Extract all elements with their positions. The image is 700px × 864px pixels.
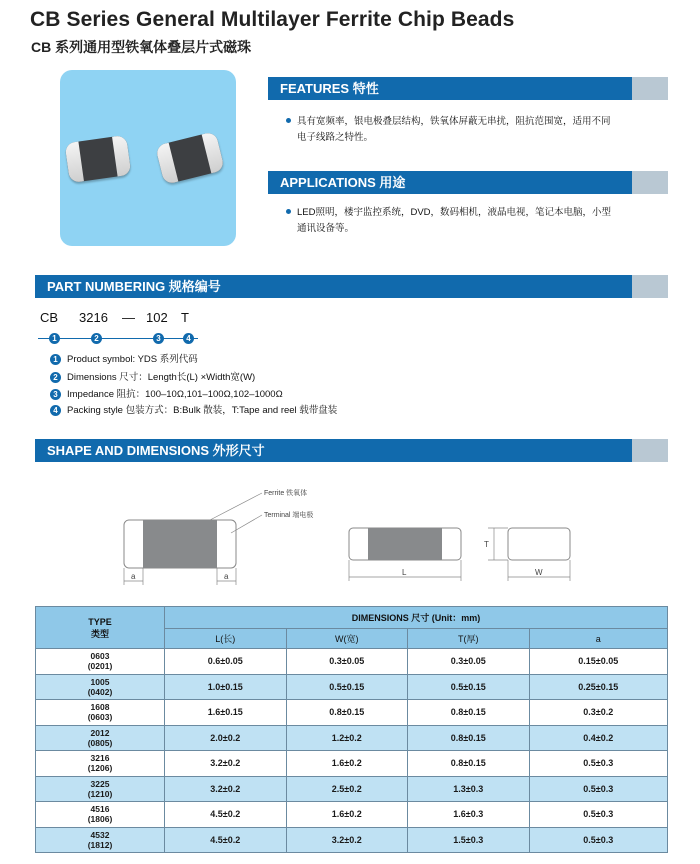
table-row: 1005 (0402) 1.0±0.15 0.5±0.15 0.5±0.15 0.25±0.15 [36,674,668,700]
applications-heading: APPLICATIONS 用途 [268,171,632,194]
table-row: 0603 (0201) 0.6±0.05 0.3±0.05 0.3±0.05 0.15±0.05 [36,649,668,675]
applications-heading-tab [632,171,668,194]
table-row: 2012 (0805) 2.0±0.2 1.2±0.2 0.8±0.15 0.4±0.2 [36,725,668,751]
part-numbering-heading-tab [632,275,668,298]
table-row: 1608 (0603) 1.6±0.15 0.8±0.15 0.8±0.15 0.3±0.2 [36,700,668,726]
col-a: a [529,629,668,649]
marker-2-icon: 2 [91,333,102,344]
number-4-icon: 4 [50,405,61,416]
features-heading: FEATURES 特性 [268,77,632,100]
dim-L: L [402,568,407,577]
part-desc-item: 2 Dimensions 尺寸：Length长(L) ×Width宽(W) [50,371,255,385]
part-desc-item: 3 Impedance 阻抗：100–10Ω,101–100Ω,102–1000Ω [50,388,283,402]
dimensions-table [35,606,668,853]
dim-T: T [484,540,489,549]
marker-1-icon: 1 [49,333,60,344]
part-desc-item: 1 Product symbol: YDS 系列代码 [50,353,198,367]
marker-3-icon: 3 [153,333,164,344]
terminal-label: Terminal 端电极 [264,512,314,519]
part-number-example: CB 3216 — 102 T [40,310,189,325]
chip-bead-icon [155,131,225,185]
table-row: 4532 (1812) 4.5±0.2 3.2±0.2 1.5±0.3 0.5±0.3 [36,827,668,853]
bullet-icon [286,209,291,214]
table-row: 3216 (1206) 3.2±0.2 1.6±0.2 0.8±0.15 0.5±0.3 [36,751,668,777]
chip-front-view [124,493,262,585]
applications-text: LED照明，楼宇监控系统，DVD，数码相机，液晶电视，笔记本电脑，小型 通讯设备等。 [286,205,672,237]
part-numbering-heading: PART NUMBERING 规格编号 [35,275,632,298]
dim-W: W [535,568,543,577]
features-text: 具有宽频率，银电极叠层结构，铁氧体屏蔽无串扰，阻抗范围宽，适用不同 电子线路之特性。 [286,114,672,146]
type-header: TYPE 类型 [36,607,165,649]
bullet-icon [286,118,291,123]
shape-heading-tab [632,439,668,462]
dimension-drawing [0,475,700,605]
col-T: T(厚) [408,629,530,649]
chip-bead-icon [65,135,132,183]
page-title: CB Series General Multilayer Ferrite Chip Beads [30,8,515,31]
dim-a-left: a [131,572,136,581]
col-L: L(长) [165,629,287,649]
number-3-icon: 3 [50,389,61,400]
dimensions-header: DIMENSIONS 尺寸 (Unit：mm) [165,607,668,629]
chip-side-view [488,528,570,581]
product-photo [60,70,236,246]
shape-heading: SHAPE AND DIMENSIONS 外形尺寸 [35,439,632,462]
part-desc-item: 4 Packing style 包装方式：B:Bulk 散装，T:Tape and reel 载带盘装 [50,404,337,418]
table-row: 3225 (1210) 3.2±0.2 2.5±0.2 1.3±0.3 0.5±0.3 [36,776,668,802]
marker-4-icon: 4 [183,333,194,344]
part-number-line [38,338,198,339]
col-W: W(宽) [286,629,408,649]
dim-a-right: a [224,572,229,581]
page-subtitle: CB 系列通用型铁氧体叠层片式磁珠 [31,39,252,55]
features-heading-tab [632,77,668,100]
table-row: 4516 (1806) 4.5±0.2 1.6±0.2 1.6±0.3 0.5±0.3 [36,802,668,828]
number-2-icon: 2 [50,372,61,383]
ferrite-label: Ferrite 铁氧体 [264,490,308,497]
number-1-icon: 1 [50,354,61,365]
